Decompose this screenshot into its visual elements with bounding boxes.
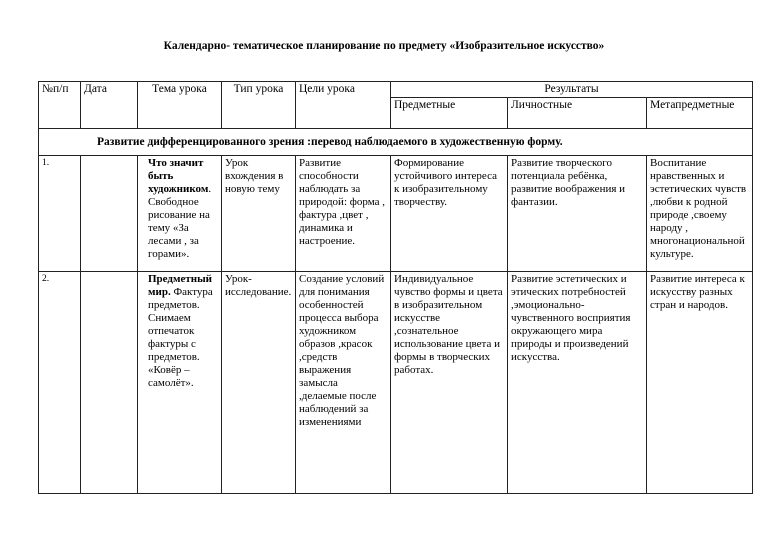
row-personal: Развитие эстетических и этических потребностей ,эмоционально-чувственного восприятия окружающего мира природы и произведений искусства.: [508, 272, 647, 494]
row-goals: Создание условий для понимания особенностей процесса выбора художником образов ,красок ,средств выражения замысла ,делаемые после наблюдений за изменениями: [296, 272, 391, 494]
header-goals: Цели урока: [296, 82, 391, 129]
header-subject: Предметные: [391, 98, 508, 129]
row-date: [81, 272, 138, 494]
row-personal: Развитие творческого потенциала ребёнка, развитие воображения и фантазии.: [508, 156, 647, 272]
topic-text: . Свободное рисование на тему «За лесами , за горами».: [148, 183, 212, 260]
header-topic: Тема урока: [138, 82, 222, 129]
topic-title: Предметный мир.: [148, 273, 213, 298]
row-topic: [138, 156, 222, 272]
section-row: [39, 129, 753, 156]
row-type: Урок вхождения в новую тему: [222, 156, 296, 272]
row-meta: Развитие интереса к искусству разных стран и народов.: [647, 272, 753, 494]
header-date: Дата: [81, 82, 138, 129]
header-type: Тип урока: [222, 82, 296, 129]
section-title: Развитие дифференцированного зрения :перевод наблюдаемого в художественную форму.: [39, 129, 753, 156]
header-personal: Личностные: [508, 98, 647, 129]
row-subject: Формирование устойчивого интереса к изобразительному творчеству.: [391, 156, 508, 272]
row-meta: Воспитание нравственных и эстетических чувств ,любви к родной природе ,своему народу , многонациональной культуре.: [647, 156, 753, 272]
header-results: Результаты: [391, 82, 753, 98]
header-meta: Метапредметные: [647, 98, 753, 129]
planning-table: [38, 81, 753, 494]
row-number: 1.: [39, 156, 81, 272]
row-type: Урок-исследование.: [222, 272, 296, 494]
header-num: №п/п: [39, 82, 81, 129]
row-subject: Индивидуальное чувство формы и цвета в изобразительном искусстве ,сознательное использование цвета и формы в творческих работах.: [391, 272, 508, 494]
topic-title: Что значит быть художником: [148, 157, 209, 195]
row-number: 2.: [39, 272, 81, 494]
table-row: [39, 272, 753, 494]
row-goals: Развитие способности наблюдать за природой: форма , фактура ,цвет , динамика и настроение.: [296, 156, 391, 272]
header-row: [39, 82, 753, 98]
row-topic: [138, 272, 222, 494]
topic-text: Фактура предметов. Снимаем отпечаток фактуры с предметов. «Ковёр – самолёт».: [148, 286, 213, 389]
document-title: Календарно- тематическое планирование по предмету «Изобразительное искусство»: [163, 40, 605, 52]
table-row: [39, 156, 753, 272]
row-date: [81, 156, 138, 272]
